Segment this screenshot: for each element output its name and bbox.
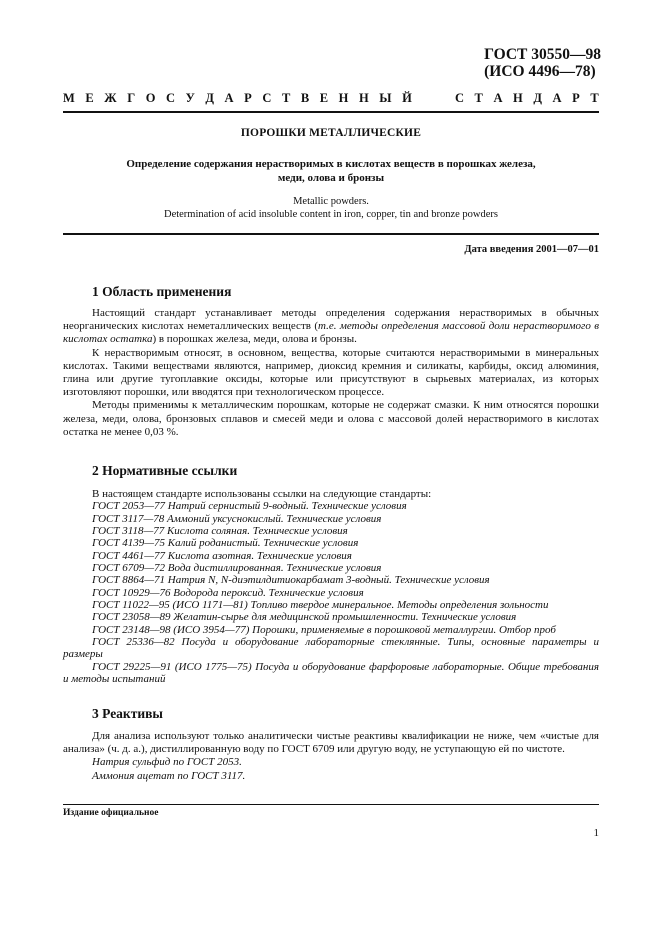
section-3-body: [63, 730, 599, 783]
section-1-paragraph-3: Методы применимы к металлическим порошкам, которые не содержат смазки. К ним относятся порошки железа, меди, олова, бронзовых сплавов и смесей меди и олова с массовой долей нерастворимого в кислотах остатка не менее 0,03 %.: [63, 399, 599, 438]
reference-item: ГОСТ 23148—98 (ИСО 3954—77) Порошки, применяемые в порошковой металлургии. Отбор проб: [92, 623, 556, 636]
subtitle-line-2: меди, олова и бронзы: [277, 172, 385, 184]
section-1-body: [63, 307, 599, 439]
references-intro: В настоящем стандарте использованы ссылки на следующие стандарты:: [92, 488, 432, 500]
subtitle-line-1: Определение содержания нерастворимых в кислотах веществ в порошках железа,: [126, 158, 536, 170]
reference-item: ГОСТ 29225—91 (ИСО 1775—75) Посуда и оборудование фарфоровые лабораторные. Общие требования и методы испытаний: [63, 660, 599, 686]
banner-letter: А: [224, 91, 234, 105]
banner-letter: А: [493, 91, 503, 105]
banner-letter: С: [166, 91, 176, 105]
banner-letter: М: [63, 91, 75, 105]
section-3-paragraph-1: Для анализа используют только аналитически чистые реактивы квалификации не ниже, чем «чистые для анализа» (ч. д. а.), дистиллированную воду по ГОСТ 6709 или другую воду, не уступающую ей по чистоте.: [63, 730, 599, 756]
reference-item: ГОСТ 3118—77 Кислота соляная. Технические условия: [92, 525, 348, 538]
normative-references-list: [63, 488, 599, 686]
banner-letter: Т: [281, 91, 291, 105]
reference-item: ГОСТ 3117—78 Аммоний уксуснокислый. Технические условия: [92, 512, 382, 525]
reference-item: ГОСТ 8864—71 Натрия N, N-диэтилдитиокарбамат 3-водный. Технические условия: [92, 574, 490, 587]
introduction-date: Дата введения 2001—07—01: [464, 244, 599, 255]
interstate-standard-banner: [63, 91, 599, 106]
banner-letter: Е: [85, 91, 94, 105]
banner-letter: Н: [338, 91, 349, 105]
banner-letter: Ы: [379, 91, 392, 105]
banner-letter: С: [454, 91, 464, 105]
banner-letter: В: [300, 91, 310, 105]
section-1-p1-text-a: Настоящий стандарт устанавливает методы определения содержания нерастворимых в обычных неорганических кислотах неметаллических веществ (: [63, 307, 599, 333]
banner-letter: Т: [474, 91, 483, 105]
banner-word-gap: [422, 91, 444, 106]
official-edition-label: Издание официальное: [63, 808, 159, 818]
english-title: [63, 195, 599, 221]
page-number: 1: [593, 827, 599, 839]
banner-letter: Т: [590, 91, 599, 105]
banner-letter: Н: [358, 91, 369, 105]
english-title-line-1: Metallic powders.: [293, 196, 369, 207]
banner-letter: Р: [572, 91, 580, 105]
reagent-item-1: Натрия сульфид по ГОСТ 2053.: [92, 756, 242, 769]
reference-item: ГОСТ 23058—89 Желатин-сырье для медицинской промышленности. Технические условия: [92, 611, 517, 624]
reference-item: ГОСТ 6709—72 Вода дистиллированная. Технические условия: [92, 562, 382, 575]
banner-letter: Д: [533, 91, 542, 105]
section-1-heading: 1 Область применения: [92, 284, 232, 299]
reference-item: ГОСТ 2053—77 Натрий сернистый 9-водный. Технические условия: [92, 500, 407, 513]
section-1-paragraph-1: [63, 307, 599, 347]
document-title: ПОРОШКИ МЕТАЛЛИЧЕСКИЕ: [240, 127, 422, 139]
banner-letter: Н: [513, 91, 523, 105]
reference-item: ГОСТ 11022—95 (ИСО 1171—81) Топливо твердое минеральное. Методы определения зольности: [92, 599, 549, 612]
banner-letter: С: [262, 91, 272, 105]
standard-code-block: [484, 46, 601, 80]
banner-letter: У: [185, 91, 195, 105]
document-subtitle: [63, 157, 599, 185]
banner-letter: Е: [319, 91, 329, 105]
iso-number: (ИСО 4496—78): [484, 63, 596, 80]
banner-letter: Р: [244, 91, 252, 105]
reference-item: ГОСТ 4461—77 Кислота азотная. Технические условия: [92, 549, 352, 562]
banner-letter: Ж: [104, 91, 117, 105]
section-2-heading: 2 Нормативные ссылки: [92, 463, 238, 478]
header-rule: [63, 111, 599, 113]
section-3-heading: 3 Реактивы: [92, 706, 163, 721]
banner-letter: О: [145, 91, 156, 105]
banner-letter: А: [552, 91, 562, 105]
reference-item: ГОСТ 25336—82 Посуда и оборудование лабораторные стеклянные. Типы, основные параметры и размеры: [63, 636, 599, 661]
banner-letter: Й: [402, 91, 412, 105]
section-1-p1-text-b: ) в порошках железа, меди, олова и бронзы.: [152, 333, 357, 346]
section-1-paragraph-2: К нерастворимым относят, в основном, вещества, которые считаются нерастворимыми в минеральных кислотах. Такими веществами являются, например, диоксид кремния и силикаты, карбиды, оксид алюминия, глина или другие тугоплавкие оксиды, которые или присутствуют в сырьевых материалах, из которых изготовляют порошки, или вводятся при технологическом процессе.: [63, 346, 599, 399]
reagent-item-2: Аммония ацетат по ГОСТ 3117.: [92, 769, 246, 782]
reference-item: ГОСТ 10929—76 Водорода пероксид. Технические условия: [92, 586, 364, 599]
banner-letter: Д: [205, 91, 214, 105]
footer-rule: [63, 804, 599, 805]
english-title-line-2: Determination of acid insoluble content in iron, copper, tin and bronze powders: [163, 209, 499, 220]
banner-letter: Г: [127, 91, 136, 105]
reference-item: ГОСТ 4139—75 Калий роданистый. Технические условия: [92, 537, 359, 550]
title-rule: [63, 233, 599, 235]
section-1-p1-italic: т.е. методы определения массовой доли нерастворимого в кислотах остатка: [63, 320, 599, 346]
gost-number: ГОСТ 30550—98: [484, 46, 601, 63]
